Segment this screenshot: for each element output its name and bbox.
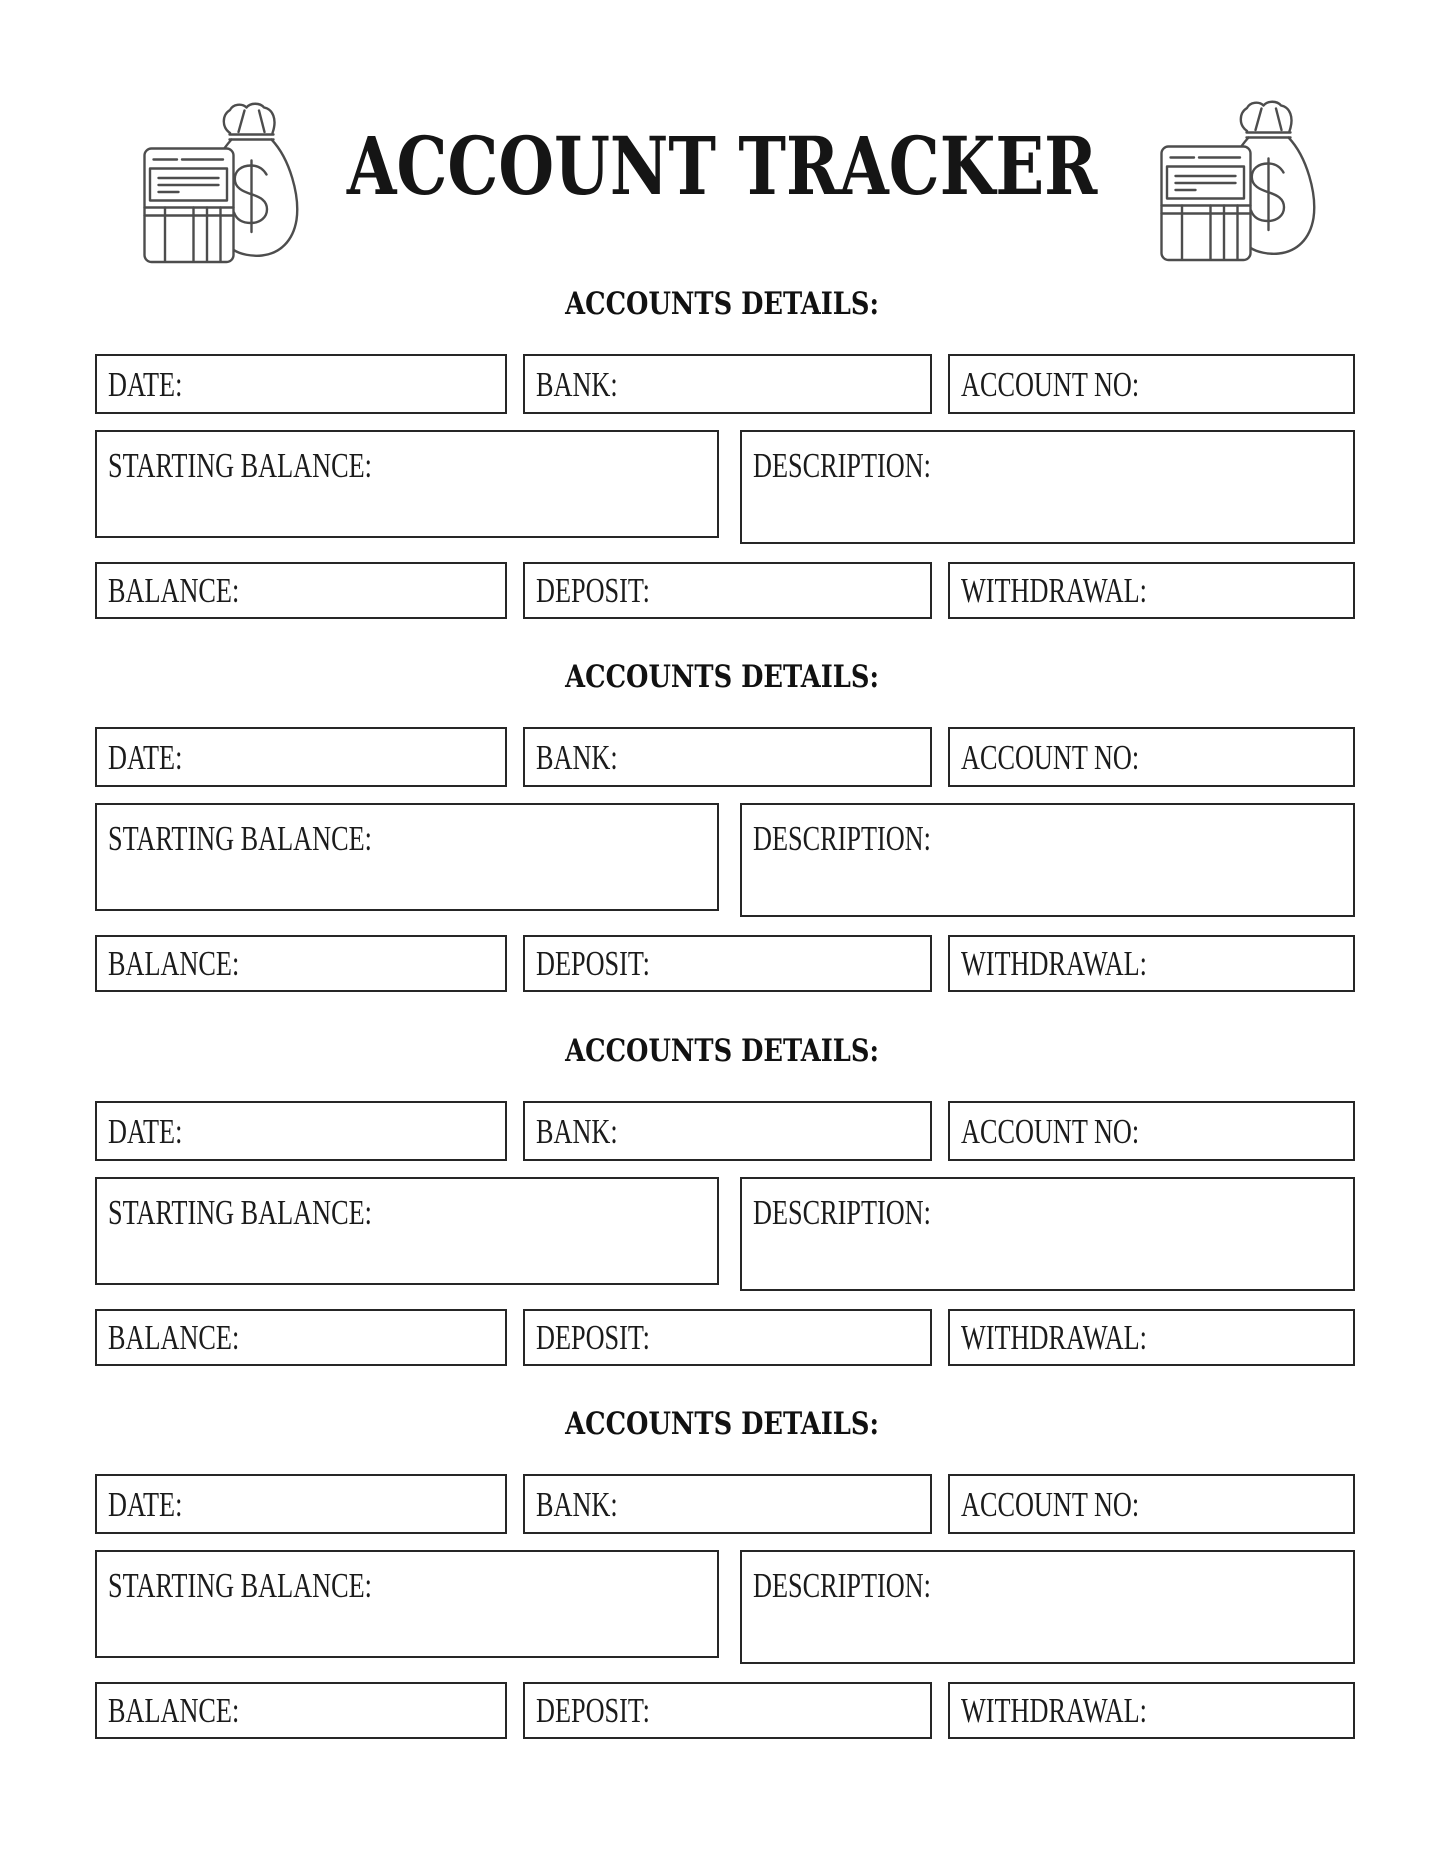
date-field-label: DATE:	[108, 1111, 183, 1151]
bank-field-box	[523, 354, 932, 414]
starting-balance-field-box	[95, 803, 719, 911]
date-field-box	[95, 727, 507, 787]
calculator-money-bag-icon	[1157, 100, 1337, 270]
withdrawal-field-box	[948, 562, 1355, 619]
deposit-field-box	[523, 1682, 932, 1739]
starting-balance-field-label: STARTING BALANCE:	[108, 446, 372, 485]
deposit-field-label: DEPOSIT:	[536, 571, 650, 610]
account-no-field-label: ACCOUNT NO:	[961, 1111, 1140, 1151]
section-heading: ACCOUNTS DETAILS:	[565, 1033, 880, 1069]
account-no-field-label: ACCOUNT NO:	[961, 737, 1140, 777]
bank-field-box	[523, 727, 932, 787]
bank-field-label: BANK:	[536, 737, 618, 777]
page-title: ACCOUNT TRACKER	[347, 119, 1098, 213]
description-field-label: DESCRIPTION:	[753, 1566, 931, 1605]
balance-field-label: BALANCE:	[108, 1318, 240, 1357]
date-field-label: DATE:	[108, 737, 183, 777]
date-field-box	[95, 354, 507, 414]
date-field-box	[95, 1101, 507, 1161]
balance-field-box	[95, 935, 507, 992]
balance-field-box	[95, 1309, 507, 1366]
account-no-field-box	[948, 354, 1355, 414]
date-field-label: DATE:	[108, 1484, 183, 1524]
account-details-section	[0, 286, 1445, 625]
section-heading: ACCOUNTS DETAILS:	[565, 659, 880, 695]
account-details-section	[0, 1033, 1445, 1372]
section-heading: ACCOUNTS DETAILS:	[565, 286, 880, 322]
balance-field-box	[95, 1682, 507, 1739]
balance-field-label: BALANCE:	[108, 944, 240, 983]
starting-balance-field-label: STARTING BALANCE:	[108, 1193, 372, 1232]
starting-balance-field-box	[95, 430, 719, 538]
section-heading: ACCOUNTS DETAILS:	[565, 1406, 880, 1442]
description-field-label: DESCRIPTION:	[753, 1193, 931, 1232]
starting-balance-field-box	[95, 1550, 719, 1658]
deposit-field-box	[523, 1309, 932, 1366]
bank-field-box	[523, 1101, 932, 1161]
description-field-label: DESCRIPTION:	[753, 819, 931, 858]
date-field-label: DATE:	[108, 364, 183, 404]
balance-field-label: BALANCE:	[108, 1691, 240, 1730]
description-field-box	[740, 1177, 1355, 1291]
account-no-field-box	[948, 1474, 1355, 1534]
description-field-label: DESCRIPTION:	[753, 446, 931, 485]
withdrawal-field-label: WITHDRAWAL:	[961, 1318, 1147, 1357]
withdrawal-field-box	[948, 1682, 1355, 1739]
description-field-box	[740, 430, 1355, 544]
account-no-field-box	[948, 727, 1355, 787]
description-field-box	[740, 803, 1355, 917]
account-no-field-label: ACCOUNT NO:	[961, 364, 1140, 404]
withdrawal-field-label: WITHDRAWAL:	[961, 571, 1147, 610]
account-details-section	[0, 659, 1445, 998]
withdrawal-field-box	[948, 1309, 1355, 1366]
account-details-section	[0, 1406, 1445, 1745]
bank-field-label: BANK:	[536, 1111, 618, 1151]
bank-field-label: BANK:	[536, 1484, 618, 1524]
bank-field-box	[523, 1474, 932, 1534]
deposit-field-label: DEPOSIT:	[536, 944, 650, 983]
deposit-field-label: DEPOSIT:	[536, 1318, 650, 1357]
deposit-field-label: DEPOSIT:	[536, 1691, 650, 1730]
description-field-box	[740, 1550, 1355, 1664]
account-no-field-label: ACCOUNT NO:	[961, 1484, 1140, 1524]
deposit-field-box	[523, 562, 932, 619]
deposit-field-box	[523, 935, 932, 992]
starting-balance-field-label: STARTING BALANCE:	[108, 819, 372, 858]
bank-field-label: BANK:	[536, 364, 618, 404]
withdrawal-field-box	[948, 935, 1355, 992]
balance-field-box	[95, 562, 507, 619]
starting-balance-field-box	[95, 1177, 719, 1285]
withdrawal-field-label: WITHDRAWAL:	[961, 1691, 1147, 1730]
starting-balance-field-label: STARTING BALANCE:	[108, 1566, 372, 1605]
date-field-box	[95, 1474, 507, 1534]
balance-field-label: BALANCE:	[108, 571, 240, 610]
withdrawal-field-label: WITHDRAWAL:	[961, 944, 1147, 983]
account-no-field-box	[948, 1101, 1355, 1161]
